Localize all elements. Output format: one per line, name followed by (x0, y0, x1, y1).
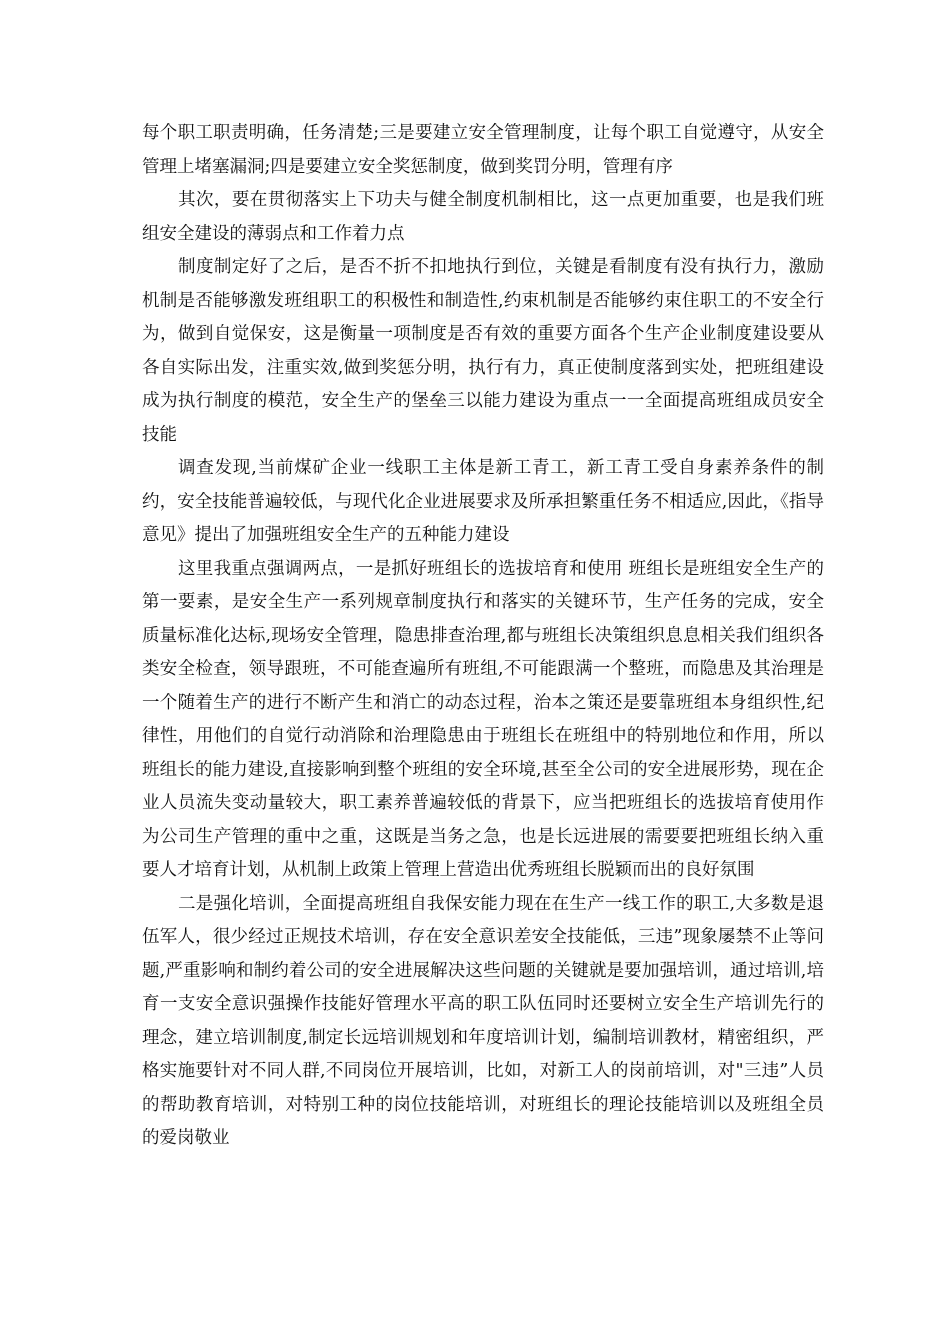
paragraph-4: 调查发现,当前煤矿企业一线职工主体是新工青工，新工青工受自身素养条件的制约，安全技能普遍较低，与现代化企业进展要求及所承担繁重任务不相适应,因此，《指导意见》提出了加强班组安全生产的五种能力建设 (142, 458, 824, 545)
paragraph-6: 二是强化培训，全面提高班组自我保安能力现在在生产一线工作的职工,大多数是退伍军人，很少经过正规技术培训，存在安全意识差安全技能低，三违”现象屡禁不止等问题,严重影响和制约着公司的安全进展解决这些问题的关键就是要加强培训，通过培训,培育一支安全意识强操作技能好管理水平高的职工队伍同时还要树立安全生产培训先行的理念，建立培训制度,制定长远培训规划和年度培训计划，编制培训教材，精密组织，严格实施要针对不同人群,不同岗位开展培训，比如，对新工人的岗前培训，对"三违”人员的帮助教育培训，对特别工种的岗位技能培训，对班组长的理论技能培训以及班组全员的爱岗敬业 (142, 893, 824, 1148)
document-body (142, 117, 824, 1156)
paragraph-5: 这里我重点强调两点，一是抓好班组长的选拔培育和使用 班组长是班组安全生产的第一要素，是安全生产一系列规章制度执行和落实的关键环节，生产任务的完成，安全质量标准化达标,现场安全管理，隐患排查治理,都与班组长决策组织息息相关我们组织各类安全检查，领导跟班，不可能查遍所有班组,不可能跟满一个整班，而隐患及其治理是一个随着生产的进行不断产生和消亡的动态过程，治本之策还是要靠班组本身组织性,纪律性，用他们的自觉行动消除和治理隐患由于班组长在班组中的特别地位和作用，所以班组长的能力建设,直接影响到整个班组的安全环境,甚至全公司的安全进展形势，现在企业人员流失变动量较大，职工素养普遍较低的背景下，应当把班组长的选拔培育使用作为公司生产管理的重中之重，这既是当务之急，也是长远进展的需要要把班组长纳入重要人才培育计划，从机制上政策上管理上营造出优秀班组长脱颖而出的良好氛围 (142, 558, 824, 880)
paragraph-3: 制度制定好了之后，是否不折不扣地执行到位，关键是看制度有没有执行力，激励机制是否能够激发班组职工的积极性和制造性,约束机制是否能够约束住职工的不安全行为，做到自觉保安，这是衡量一项制度是否有效的重要方面各个生产企业制度建设要从各自实际出发，注重实效,做到奖惩分明，执行有力，真正使制度落到实处，把班组建设成为执行制度的模范，安全生产的堡垒三以能力建设为重点一一全面提高班组成员安全技能 (142, 257, 824, 445)
paragraph-1: 每个职工职责明确，任务清楚;三是要建立安全管理制度，让每个职工自觉遵守，从安全管理上堵塞漏洞;四是要建立安全奖惩制度，做到奖罚分明，管理有序 (142, 123, 824, 177)
paragraph-2: 其次，要在贯彻落实上下功夫与健全制度机制相比，这一点更加重要，也是我们班组安全建设的薄弱点和工作着力点 (142, 190, 824, 244)
